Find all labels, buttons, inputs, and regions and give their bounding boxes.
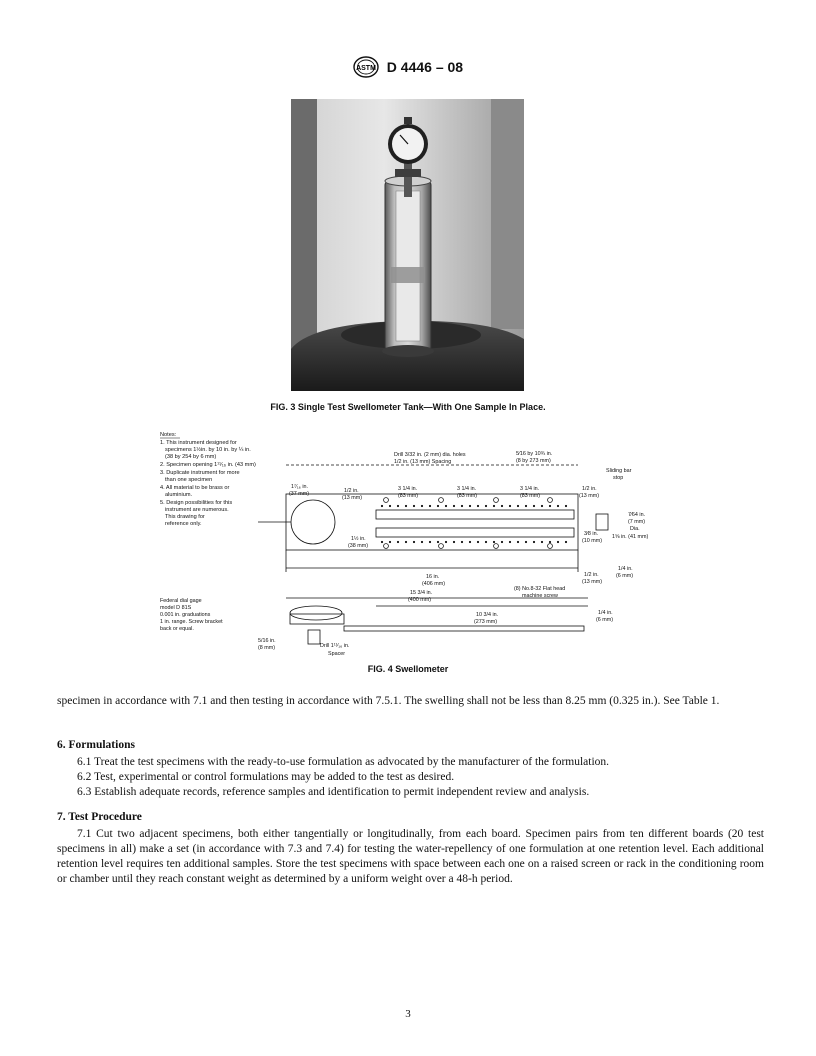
svg-text:1 in. range. Screw bracket: 1 in. range. Screw bracket bbox=[160, 619, 223, 625]
svg-text:16 in.: 16 in. bbox=[426, 574, 440, 580]
svg-text:5⁄16 by 10¾ in.: 5⁄16 by 10¾ in. bbox=[516, 451, 553, 457]
standard-designation: D 4446 – 08 bbox=[386, 59, 464, 75]
svg-text:(83 mm): (83 mm) bbox=[457, 493, 478, 499]
svg-text:3 1/4 in.: 3 1/4 in. bbox=[457, 486, 477, 492]
svg-text:(13 mm): (13 mm) bbox=[342, 495, 363, 501]
section-7-heading: 7. Test Procedure bbox=[57, 811, 142, 823]
swellometer-tank-photo bbox=[291, 99, 524, 391]
notes-heading: Notes: bbox=[160, 432, 177, 438]
svg-text:1/4 in.: 1/4 in. bbox=[618, 566, 633, 572]
svg-text:ASTM: ASTM bbox=[355, 65, 376, 72]
svg-text:3⁄8 in.: 3⁄8 in. bbox=[584, 531, 599, 537]
svg-text:Dia.: Dia. bbox=[630, 526, 640, 532]
svg-text:15 3/4 in.: 15 3/4 in. bbox=[410, 590, 433, 596]
figure-3-caption: FIG. 3 Single Test Swellometer Tank—With One Sample In Place. bbox=[270, 402, 546, 412]
svg-text:Federal dial gage: Federal dial gage bbox=[160, 598, 202, 604]
svg-text:(8 by 273 mm): (8 by 273 mm) bbox=[516, 458, 551, 464]
svg-text:5. Design possibilities for th: 5. Design possibilities for this bbox=[160, 500, 233, 506]
svg-text:stop: stop bbox=[613, 475, 624, 481]
astm-logo-icon bbox=[353, 56, 379, 78]
svg-text:Sliding bar: Sliding bar bbox=[606, 468, 632, 474]
svg-text:Drill 3/32 in. (2 mm) dia. hol: Drill 3/32 in. (2 mm) dia. holes bbox=[394, 452, 466, 458]
svg-text:model D 81S: model D 81S bbox=[160, 605, 192, 611]
svg-text:3. Duplicate instrument for mo: 3. Duplicate instrument for more bbox=[160, 470, 240, 476]
section-6 bbox=[57, 738, 764, 800]
svg-text:1½ in.: 1½ in. bbox=[351, 536, 366, 542]
svg-text:instrument are numerous.: instrument are numerous. bbox=[165, 507, 229, 513]
svg-text:3 1/4 in.: 3 1/4 in. bbox=[398, 486, 418, 492]
svg-text:than one specimen: than one specimen bbox=[165, 477, 213, 483]
svg-text:10 3/4 in.: 10 3/4 in. bbox=[476, 612, 499, 618]
svg-text:Spacer: Spacer bbox=[328, 651, 346, 657]
svg-text:(13 mm): (13 mm) bbox=[579, 493, 600, 499]
para-6-1: 6.1 Treat the test specimens with the ready-to-use formulation as advocated by the manufacturer of the formulation. bbox=[77, 756, 610, 768]
svg-text:(13 mm): (13 mm) bbox=[582, 579, 603, 585]
svg-text:specimens 1½in. by 10 in. by ¼: specimens 1½in. by 10 in. by ¼ in. bbox=[165, 447, 251, 453]
svg-text:aluminium.: aluminium. bbox=[165, 492, 193, 498]
svg-text:(6 mm): (6 mm) bbox=[616, 573, 634, 579]
page-header bbox=[0, 56, 816, 78]
svg-text:1⁷⁄₁₆ in.: 1⁷⁄₁₆ in. bbox=[291, 484, 309, 490]
section-6-heading: 6. Formulations bbox=[57, 739, 135, 751]
para-6-2: 6.2 Test, experimental or control formulations may be added to the test as desired. bbox=[77, 771, 455, 783]
svg-text:(38 mm): (38 mm) bbox=[348, 543, 369, 549]
svg-text:(400 mm): (400 mm) bbox=[408, 597, 432, 603]
para-6-3: 6.3 Establish adequate records, reference samples and identification to permit independent review and analysis. bbox=[77, 786, 590, 798]
svg-text:reference only.: reference only. bbox=[165, 521, 202, 527]
svg-text:This drawing for: This drawing for bbox=[165, 514, 205, 520]
figure-4-caption: FIG. 4 Swellometer bbox=[367, 664, 449, 674]
svg-text:(406 mm): (406 mm) bbox=[422, 581, 446, 587]
svg-text:(83 mm): (83 mm) bbox=[398, 493, 419, 499]
svg-text:1/2 in.: 1/2 in. bbox=[582, 486, 597, 492]
svg-text:1/4 in.: 1/4 in. bbox=[598, 610, 613, 616]
svg-text:(8) No.8-32 Flat head: (8) No.8-32 Flat head bbox=[514, 586, 566, 592]
svg-text:1/2 in.: 1/2 in. bbox=[584, 572, 599, 578]
svg-text:5/16 in.: 5/16 in. bbox=[258, 638, 276, 644]
svg-text:(37 mm): (37 mm) bbox=[289, 491, 310, 497]
svg-text:machine screw: machine screw bbox=[522, 593, 558, 599]
svg-text:(8 mm): (8 mm) bbox=[258, 645, 276, 651]
continuation-text bbox=[57, 694, 764, 709]
section-7 bbox=[57, 810, 764, 887]
svg-text:(38 by 254 by 6 mm): (38 by 254 by 6 mm) bbox=[165, 454, 217, 460]
swellometer-drawing bbox=[158, 428, 658, 660]
svg-text:back or equal.: back or equal. bbox=[160, 626, 194, 632]
svg-text:(7 mm): (7 mm) bbox=[628, 519, 646, 525]
svg-text:(83 mm): (83 mm) bbox=[520, 493, 541, 499]
continuation-paragraph: specimen in accordance with 7.1 and then testing in accordance with 7.5.1. The swelling shall not be less than 8.25 mm (0.325 in.). See Table 1. bbox=[57, 695, 720, 707]
svg-text:0.001 in. graduations: 0.001 in. graduations bbox=[160, 612, 211, 618]
svg-text:7⁄64 in.: 7⁄64 in. bbox=[628, 512, 646, 518]
svg-text:Drill 1¹¹⁄₁₆ in.: Drill 1¹¹⁄₁₆ in. bbox=[320, 643, 350, 649]
svg-text:1/2 in.: 1/2 in. bbox=[344, 488, 359, 494]
svg-text:1. This instrument designed fo: 1. This instrument designed for bbox=[160, 440, 237, 446]
svg-text:1/2 in. (13 mm) Spacing: 1/2 in. (13 mm) Spacing bbox=[394, 459, 452, 465]
svg-text:(10 mm): (10 mm) bbox=[582, 538, 603, 544]
svg-text:3 1/4 in.: 3 1/4 in. bbox=[520, 486, 540, 492]
svg-text:(273 mm): (273 mm) bbox=[474, 619, 498, 625]
svg-text:1⅝ in. (41 mm): 1⅝ in. (41 mm) bbox=[612, 534, 649, 540]
page-number: 3 bbox=[405, 1008, 411, 1020]
para-7-1: 7.1 Cut two adjacent specimens, both either tangentially or longitudinally, from each board. Specimen pairs from ten different boards (20 test specimens in all) make a set (in accordance with 7.3 and 7.4) for testing the water-repellency of one formulation at one retention level. Each additional retention level requires ten additional samples. Store the test specimens with space between each one on a raised screen or rack in the conditioning room or chamber until they reach constant weight as determined by a uniform weight over a 48-h period. bbox=[57, 828, 764, 885]
svg-text:(6 mm): (6 mm) bbox=[596, 617, 614, 623]
svg-text:4. All material to be brass or: 4. All material to be brass or bbox=[160, 485, 230, 491]
svg-text:2. Specimen opening 1¹¹⁄₁₆ in.: 2. Specimen opening 1¹¹⁄₁₆ in. (43 mm) bbox=[160, 462, 256, 468]
